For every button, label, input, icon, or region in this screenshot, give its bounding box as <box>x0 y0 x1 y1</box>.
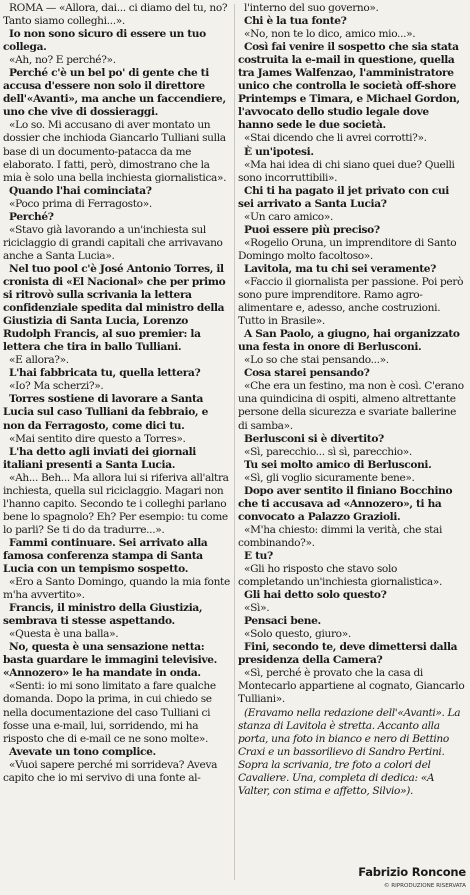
answer-paragraph: «Sì, gli voglio sicuramente bene». <box>244 471 415 484</box>
answer-paragraph: «Senti: io mi sono limitato a fare qualche domanda. Dopo la prima, in cui chiedo se nella documentazione del caso Tulliani ci fosse una e-mail, lui, sorridendo, mi ha risposto che di e-mail ce ne sono molte». <box>3 680 216 745</box>
answer-paragraph: «Ah... Beh... Ma allora lui si riferiva all'altra inchiesta, quella sul riciclaggio. Magari non l'hanno capito. Secondo te i colleghi parlano bene lo spagnolo? Eh? Per esempio: tu come lo parli? Se ti do da tradurre...». <box>3 471 229 536</box>
answer-paragraph: «Sì, perché è provato che la casa di Montecarlo appartiene al cognato, Giancarlo Tulliani». <box>238 667 465 706</box>
question-paragraph: Nel tuo pool c'è José Antonio Torres, il cronista di «El Nacional» che per primo si ritrovò sulla scrivania la lettera confidenziale spedita dal ministro della Giustizia di Santa Lucia, Lorenzo Rudolph Francis, al suo premier: la lettera che tira in ballo Tulliani. <box>3 262 226 354</box>
question-paragraph: Quando l'hai cominciata? <box>9 184 152 197</box>
question-paragraph: Lavitola, ma tu chi sei veramente? <box>244 262 436 275</box>
answer-paragraph: «Poco prima di Ferragosto». <box>9 197 152 210</box>
question-paragraph: Francis, il ministro della Giustizia, sembrava ti stesse aspettando. <box>3 602 203 628</box>
right-text-column <box>238 2 465 798</box>
question-paragraph: Tu sei molto amico di Berlusconi. <box>244 458 432 471</box>
question-paragraph: Così fai venire il sospetto che sia stata costruita la e-mail in questione, quella tra James Walfenzao, l'amministratore unico che controlla le società off-shore Printemps e Timara, e Michael Gordon, l'avvocato dello studio legale dove hanno sede le due società. <box>238 41 460 132</box>
answer-paragraph: «Questa è una balla». <box>9 628 119 641</box>
answer-paragraph: «Vuoi sapere perché mi sorrideva? Aveva capito che io mi servivo di una fonte al- <box>3 758 218 784</box>
answer-paragraph: «Un caro amico». <box>244 210 333 223</box>
answer-paragraph: «Ero a Santo Domingo, quando la mia fonte m'ha avvertito». <box>3 576 230 602</box>
answer-paragraph: «Che era un festino, ma non è così. C'erano una quindicina di ospiti, almeno altrettante persone della sicurezza e svariate ballerine di samba». <box>238 380 464 432</box>
question-paragraph: Io non sono sicuro di essere un tuo collega. <box>3 28 206 54</box>
left-text-column <box>3 2 230 785</box>
answer-paragraph: «E allora?». <box>9 354 69 367</box>
author-signature: Fabrizio Roncone <box>358 865 466 879</box>
question-paragraph: L'ha detto agli inviati dei giornali italiani presenti a Santa Lucia. <box>3 445 196 471</box>
question-paragraph: È un'ipotesi. <box>244 145 314 158</box>
answer-paragraph: «Rogelio Oruna, un imprenditore di Santo Domingo molto facoltoso». <box>238 236 457 262</box>
answer-paragraph: «Lo so che stai pensando...». <box>244 354 389 367</box>
question-paragraph: Pensaci bene. <box>244 615 321 628</box>
answer-paragraph: l'interno del suo governo». <box>244 2 379 14</box>
answer-paragraph: «Faccio il giornalista per passione. Poi però sono pure imprenditore. Ramo agro-alimentare e, adesso, anche costruzioni. Tutto in Brasile». <box>238 275 464 328</box>
answer-paragraph: «Sì». <box>244 602 270 615</box>
question-paragraph: Avevate un tono complice. <box>9 745 156 758</box>
question-paragraph: No, questa è una sensazione netta: basta guardare le immagini televisive. «Annozero» le ha mandate in onda. <box>3 641 217 680</box>
question-paragraph: Torres sostiene di lavorare a Santa Lucia sul caso Tulliani da febbraio, e non da Ferragosto, come dici tu. <box>3 393 208 432</box>
question-paragraph: Dopo aver sentito il finiano Bocchino che ti accusava ad «Annozero», ti ha convocato a Palazzo Grazioli. <box>238 484 453 523</box>
question-paragraph: L'hai fabbricata tu, quella lettera? <box>9 367 201 380</box>
answer-paragraph: «Sì, parecchio... sì sì, parecchio». <box>244 445 412 458</box>
question-paragraph: A San Paolo, a giugno, hai organizzato una festa in onore di Berlusconi. <box>238 328 460 354</box>
answer-paragraph: ROMA — «Allora, dai... ci diamo del tu, no? Tanto siamo colleghi...». <box>3 2 228 28</box>
answer-paragraph: «No, non te lo dico, amico mio...». <box>244 28 416 41</box>
question-paragraph: Cosa starei pensando? <box>244 367 370 380</box>
question-paragraph: Puoi essere più preciso? <box>244 223 380 236</box>
answer-paragraph: «Lo so. Mi accusano di aver montato un dossier che inchioda Giancarlo Tulliani sulla base di un documento-patacca da me elaborato. I fatti, però, dimostrano che la mia è solo una bella inchiesta giornalistica». <box>3 119 227 184</box>
answer-paragraph: «M'ha chiesto: dimmi la verità, che stai combinando?». <box>238 523 443 549</box>
answer-paragraph: «Stai dicendo che li avrei corrotti?». <box>244 132 427 145</box>
answer-paragraph: «Mai sentito dire questo a Torres». <box>9 432 186 445</box>
answer-paragraph: «Solo questo, giuro». <box>244 628 351 641</box>
answer-paragraph: «Ah, no? E perché?». <box>9 54 116 67</box>
question-paragraph: Fammi continuare. Sei arrivato alla famosa conferenza stampa di Santa Lucia con un tempismo sospetto. <box>3 536 208 576</box>
question-paragraph: Perché? <box>9 210 54 223</box>
question-paragraph: Chi ti ha pagato il jet privato con cui sei arrivato a Santa Lucia? <box>238 184 449 210</box>
closing-note-paragraph: (Eravamo nella redazione dell'«Avanti». La stanza di Lavitola è stretta. Accanto alla porta, una foto in bianco e nero di Bettino Craxi e un bassorilievo di Sandro Pertini. Sopra la scrivania, tre foto a colori del Cavaliere. Una, completa di dedica: «A Valter, con stima e affetto, Silvio»). <box>238 706 461 797</box>
question-paragraph: Berlusconi si è divertito? <box>244 432 384 445</box>
question-paragraph: Fini, secondo te, deve dimettersi dalla presidenza della Camera? <box>238 641 458 667</box>
copyright-notice: © RIPRODUZIONE RISERVATA <box>383 883 466 889</box>
question-paragraph: Chi è la tua fonte? <box>244 15 347 28</box>
question-paragraph: Gli hai detto solo questo? <box>244 589 387 602</box>
answer-paragraph: «Io? Ma scherzi?». <box>9 380 104 393</box>
answer-paragraph: «Ma hai idea di chi siano quei due? Quelli sono incorruttibili». <box>238 158 455 184</box>
column-divider <box>234 4 235 880</box>
answer-paragraph: «Gli ho risposto che stavo solo completando un'inchiesta giornalistica». <box>238 563 442 589</box>
question-paragraph: E tu? <box>244 549 273 562</box>
question-paragraph: Perché c'è un bel po' di gente che ti accusa d'essere non solo il direttore dell'«Avanti», ma anche un faccendiere, uno che vive di dossieraggi. <box>3 67 226 119</box>
answer-paragraph: «Stavo già lavorando a un'inchiesta sul riciclaggio di grandi capitali che arrivavano anche a Santa Lucia». <box>3 223 223 262</box>
